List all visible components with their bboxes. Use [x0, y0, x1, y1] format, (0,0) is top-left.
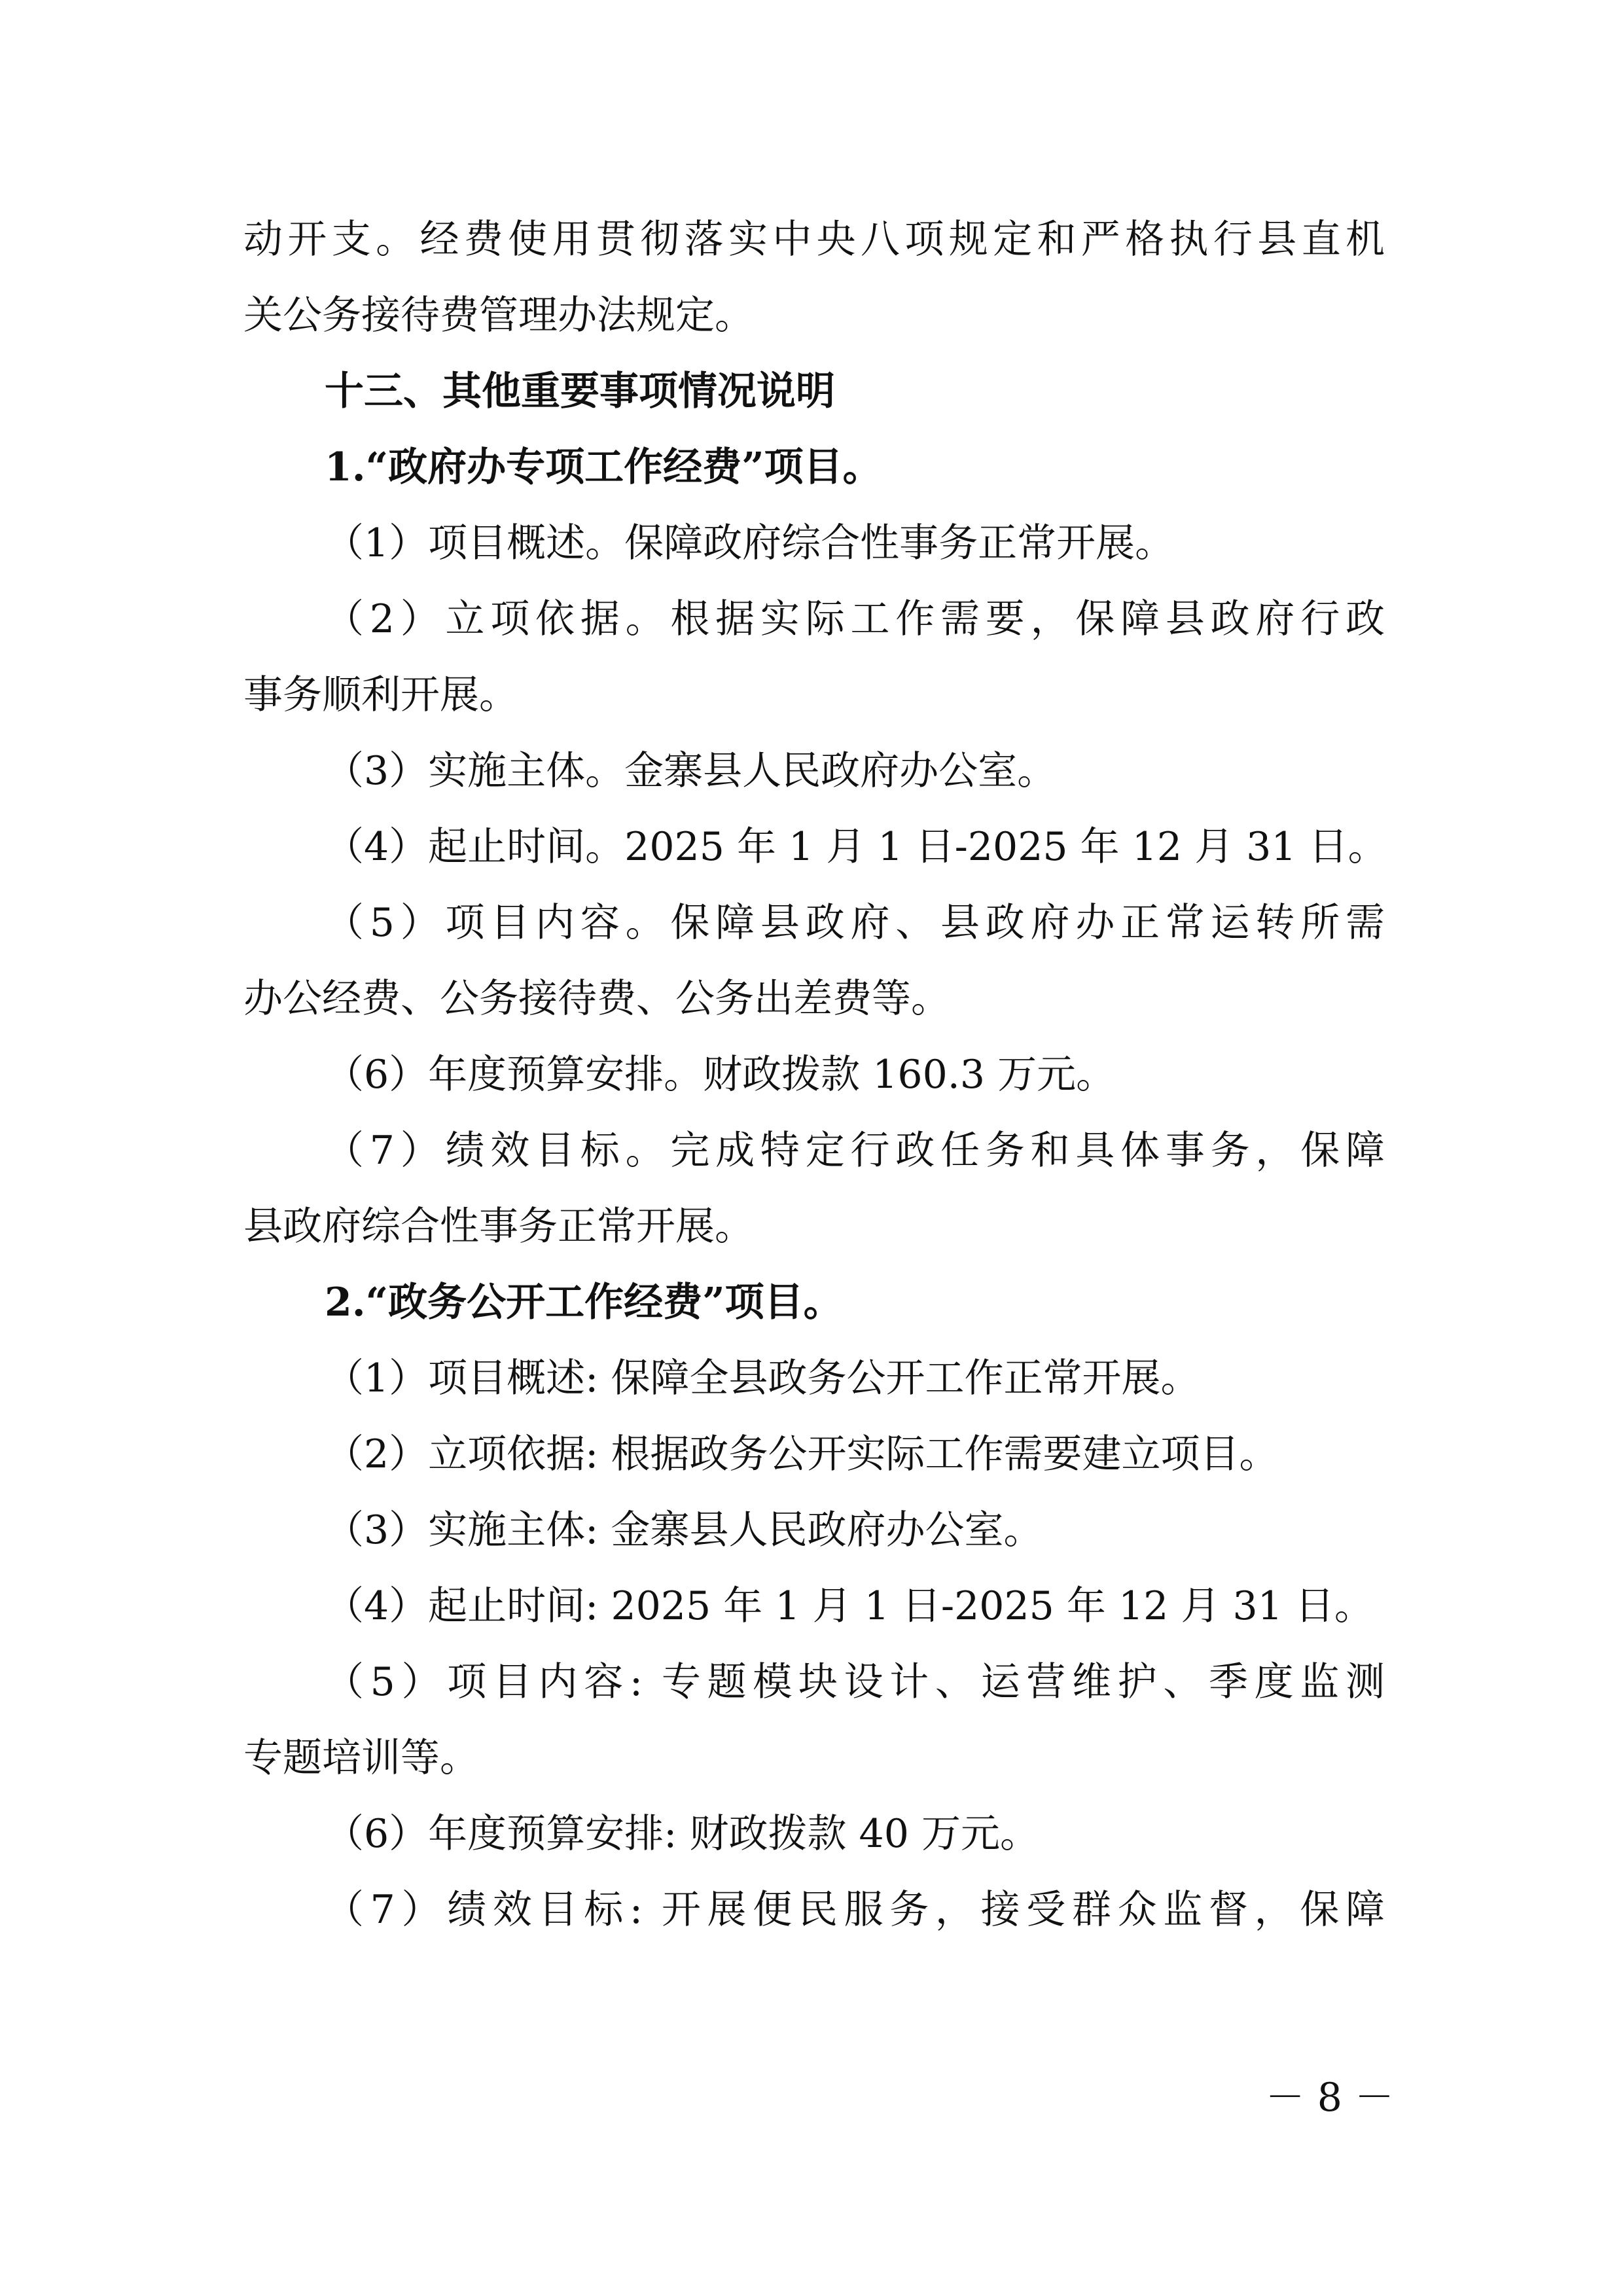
- text-line: （4）起止时间: 2025 年 1 月 1 日-2025 年 12 月 31 日。: [325, 1583, 1374, 1629]
- item-heading: 2.“政务公开工作经费”项目。: [325, 1280, 843, 1325]
- item-heading: 1.“政府办专项工作经费”项目。: [325, 444, 882, 490]
- text-line: （5）项目内容: 专题模块设计、运营维护、季度监测: [325, 1659, 1385, 1705]
- text-line: 办公经费、公务接待费、公务出差费等。: [243, 976, 950, 1022]
- text-line: （1）项目概述: 保障全县政务公开工作正常开展。: [325, 1355, 1200, 1401]
- text-line: （5）项目内容。保障县政府、县政府办正常运转所需: [325, 900, 1385, 946]
- text-line: （3）实施主体。金寨县人民政府办公室。: [325, 748, 1057, 794]
- text-line: （4）起止时间。2025 年 1 月 1 日-2025 年 12 月 31 日。: [325, 824, 1387, 870]
- text-line: （6）年度预算安排: 财政拨款 40 万元。: [325, 1811, 1039, 1857]
- text-line: 动开支。经费使用贯彻落实中央八项规定和严格执行县直机: [243, 217, 1385, 262]
- text-line: （3）实施主体: 金寨县人民政府办公室。: [325, 1507, 1043, 1553]
- text-line: （2）立项依据: 根据政务公开实际工作需要建立项目。: [325, 1431, 1279, 1477]
- text-line: （7）绩效目标: 开展便民服务，接受群众监督，保障: [325, 1887, 1385, 1933]
- section-heading: 十三、其他重要事项情况说明: [325, 368, 835, 414]
- text-line: 县政府综合性事务正常开展。: [243, 1204, 754, 1249]
- text-line: （1）项目概述。保障政府综合性事务正常开展。: [325, 520, 1175, 566]
- page-number: － 8 －: [1265, 2075, 1394, 2121]
- text-line: （6）年度预算安排。财政拨款 160.3 万元。: [325, 1052, 1116, 1098]
- text-line: （7）绩效目标。完成特定行政任务和具体事务，保障: [325, 1128, 1385, 1174]
- text-line: （2）立项依据。根据实际工作需要，保障县政府行政: [325, 596, 1385, 642]
- text-line: 事务顺利开展。: [243, 672, 518, 718]
- text-line: 专题培训等。: [243, 1735, 479, 1781]
- text-line: 关公务接待费管理办法规定。: [243, 293, 754, 338]
